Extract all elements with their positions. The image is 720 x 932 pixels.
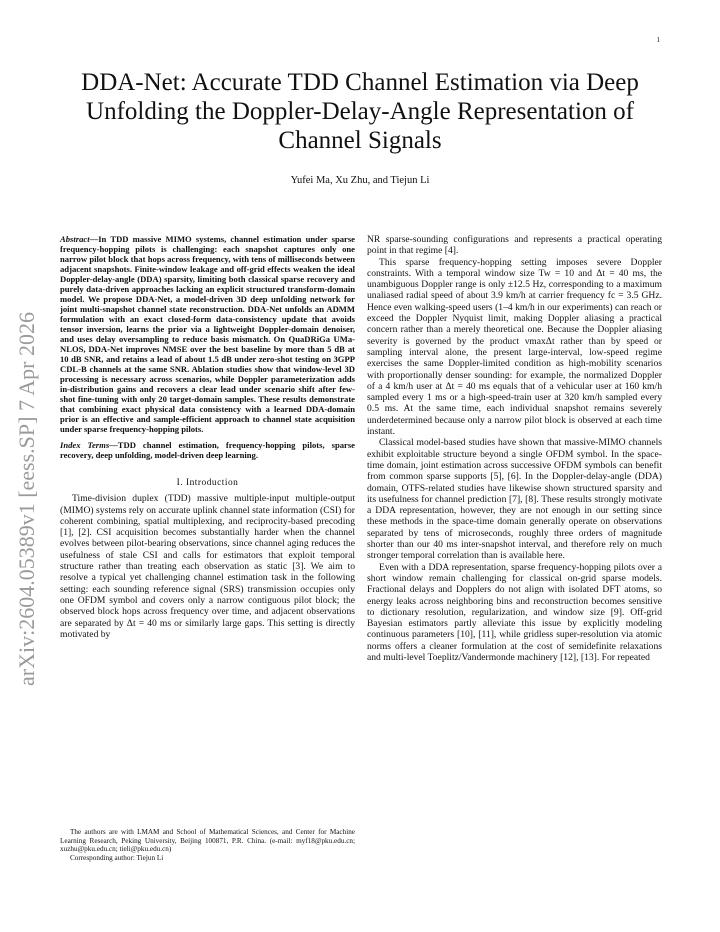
section-heading-introduction: I. Introduction [176, 478, 239, 488]
arxiv-identifier-text: arXiv:2604.05389v1 [eess.SP] 7 Apr 2026 [14, 312, 39, 686]
index-terms-text: —TDD channel estimation, frequency-hopping pilots, sparse recovery, deep unfolding, model-driven deep learning. [60, 440, 355, 460]
intro-paragraph: This sparse frequency-hopping setting imposes severe Doppler constraints. With a temporal window size Tw = 10 and Δt = 40 ms, the unambiguous Doppler range is only ±12.5 Hz, corresponding to a maximum unaliased radial speed of about 3.9 km/h at carrier frequency fc = 3.5 GHz. Hence even walking-speed users (1–4 km/h in our experiments) can reach or exceed the Doppler Nyquist limit, making Doppler aliasing a practical concern rather than a merely theoretical one. Because the Doppler aliasing severity is governed by the product νmaxΔt rather than by speed or sampling interval alone, the present large-interval, low-speed regime exercises the same Doppler-limited condition as high-mobility scenarios with proportionally denser sounding: for example, the normalized Doppler of a 4 km/h user at Δt = 40 ms equals that of a vehicular user at 160 km/h sampled every 1 ms or a high-speed-train user at 320 km/h sampled every 0.5 ms. At the same time, each individual snapshot remains severely underdetermined because only a narrow pilot block is observed at each time instant. [367, 256, 662, 438]
index-terms [60, 440, 355, 460]
corresponding-author-note: Corresponding author: Tiejun Li [70, 853, 164, 862]
abstract-lead: Abstract [60, 234, 90, 244]
page-number: 1 [656, 36, 660, 44]
intro-paragraph: Even with a DDA representation, sparse frequency-hopping pilots over a short window remain challenging for classical on-grid sparse models. Fractional delays and Dopplers do not align with isolated DFT atoms, so energy leaks across neighboring bins and reconstruction becomes sensitive to dictionary resolution, regularization, and window size [9]. Off-grid Bayesian estimators partly alleviate this issue by explicitly modeling continuous parameters [10], [11], while gridless super-resolution via atomic norms offers a cleaner formulation at the cost of semidefinite relaxations and multi-level Toeplitz/Vandermonde machinery [12], [13]. For repeated [367, 561, 662, 663]
arxiv-identifier-stamp [0, 268, 56, 688]
abstract-text: —In TDD massive MIMO systems, channel estimation under sparse frequency-hopping pilots is challenging: each snapshot captures only one narrow pilot block that hops across frequency, with tens of milliseconds between adjacent snapshots. Finite-window leakage and off-grid effects weaken the ideal Doppler-delay-angle (DDA) sparsity, limiting both classical sparse recovery and purely data-driven approaches lacking an explicit structured transform-domain model. We propose DDA-Net, a model-driven 3D deep unfolding network for joint multi-snapshot channel state reconstruction. DDA-Net unfolds an ADMM formulation with an exact closed-form data-consistency update that avoids tensor inversion, learns the prior via a lightweight Doppler-domain denoiser, and uses delay oversampling to reduce basis mismatch. On QuaDRiGa UMa-NLOS, DDA-Net improves NMSE over the best baseline by more than 5 dB at 10 dB SNR, and retains a lead of about 1.5 dB under zero-shot testing on 3GPP CDL-B channels at the same SNR. Ablation studies show that window-level 3D processing is necessary across scenarios, while Doppler parameterization adds in-distribution gains and recovers a clear lead under scenario shift after few-shot fine-tuning with only 20 target-domain samples. These results demonstrate that combining exact physical data consistency with a learned DDA-domain prior is an effective and sample-efficient approach to channel state acquisition under sparse frequency-hopping pilots. [60, 234, 355, 434]
paper-title: DDA-Net: Accurate TDD Channel Estimation via Deep Unfolding the Doppler-Delay-Angle Representation of Channel Signals [81, 69, 639, 154]
author-list: Yufei Ma, Xu Zhu, and Tiejun Li [290, 175, 430, 186]
affiliation-note: The authors are with LMAM and School of Mathematical Sciences, and Center for Machine Learning Research, Peking University, Beijing 100871, P.R. China. (e-mail: myf18@pku.edu.cn; xuzhu@pku.edu.cn; tieli@pku.edu.cn) [60, 828, 355, 854]
right-column [367, 234, 662, 663]
index-terms-lead: Index Terms [60, 440, 110, 450]
intro-paragraph: Time-division duplex (TDD) massive multiple-input multiple-output (MIMO) systems rely on accurate uplink channel state information (CSI) for coherent combining, spatial multiplexing, and reciprocity-based precoding [1], [2]. CSI acquisition becomes substantially harder when the channel evolves between pilot-bearing observations, since channel aging reduces the usefulness of stale CSI and calls for estimators that exploit temporal structure rather than treating each observation as static [3]. We aim to resolve a typical yet challenging channel estimation task in the following setting: each sounding reference signal (SRS) transmission occupies only one OFDM symbol and covers only a narrow contiguous pilot block; the observed block hops across frequency over time, and adjacent observations are separated by Δt = 40 ms or similarly large gaps. This setting is directly motivated by [60, 493, 355, 640]
intro-paragraph: Classical model-based studies have shown that massive-MIMO channels exhibit exploitable structure beyond a single OFDM symbol. In the space-time domain, joint estimation across successive OFDM symbols can benefit from common sparse supports [5], [6]. In the Doppler-delay-angle (DDA) domain, OTFS-related studies have likewise shown structured sparsity and its usefulness for channel prediction [7], [8]. These results strongly motivate a DDA representation, however, they are not enough in our setting since these methods in the space-time domain generally operate on observations separated by tens of microseconds, roughly three orders of magnitude shorter than our 40 ms inter-snapshot interval, and therefore rely on much stronger temporal correlation than is available here. [367, 437, 662, 562]
left-column [60, 234, 355, 640]
author-footnote [60, 828, 355, 862]
abstract [60, 234, 355, 434]
intro-paragraph: NR sparse-sounding configurations and represents a practical operating point in that regime [4]. [367, 234, 662, 257]
